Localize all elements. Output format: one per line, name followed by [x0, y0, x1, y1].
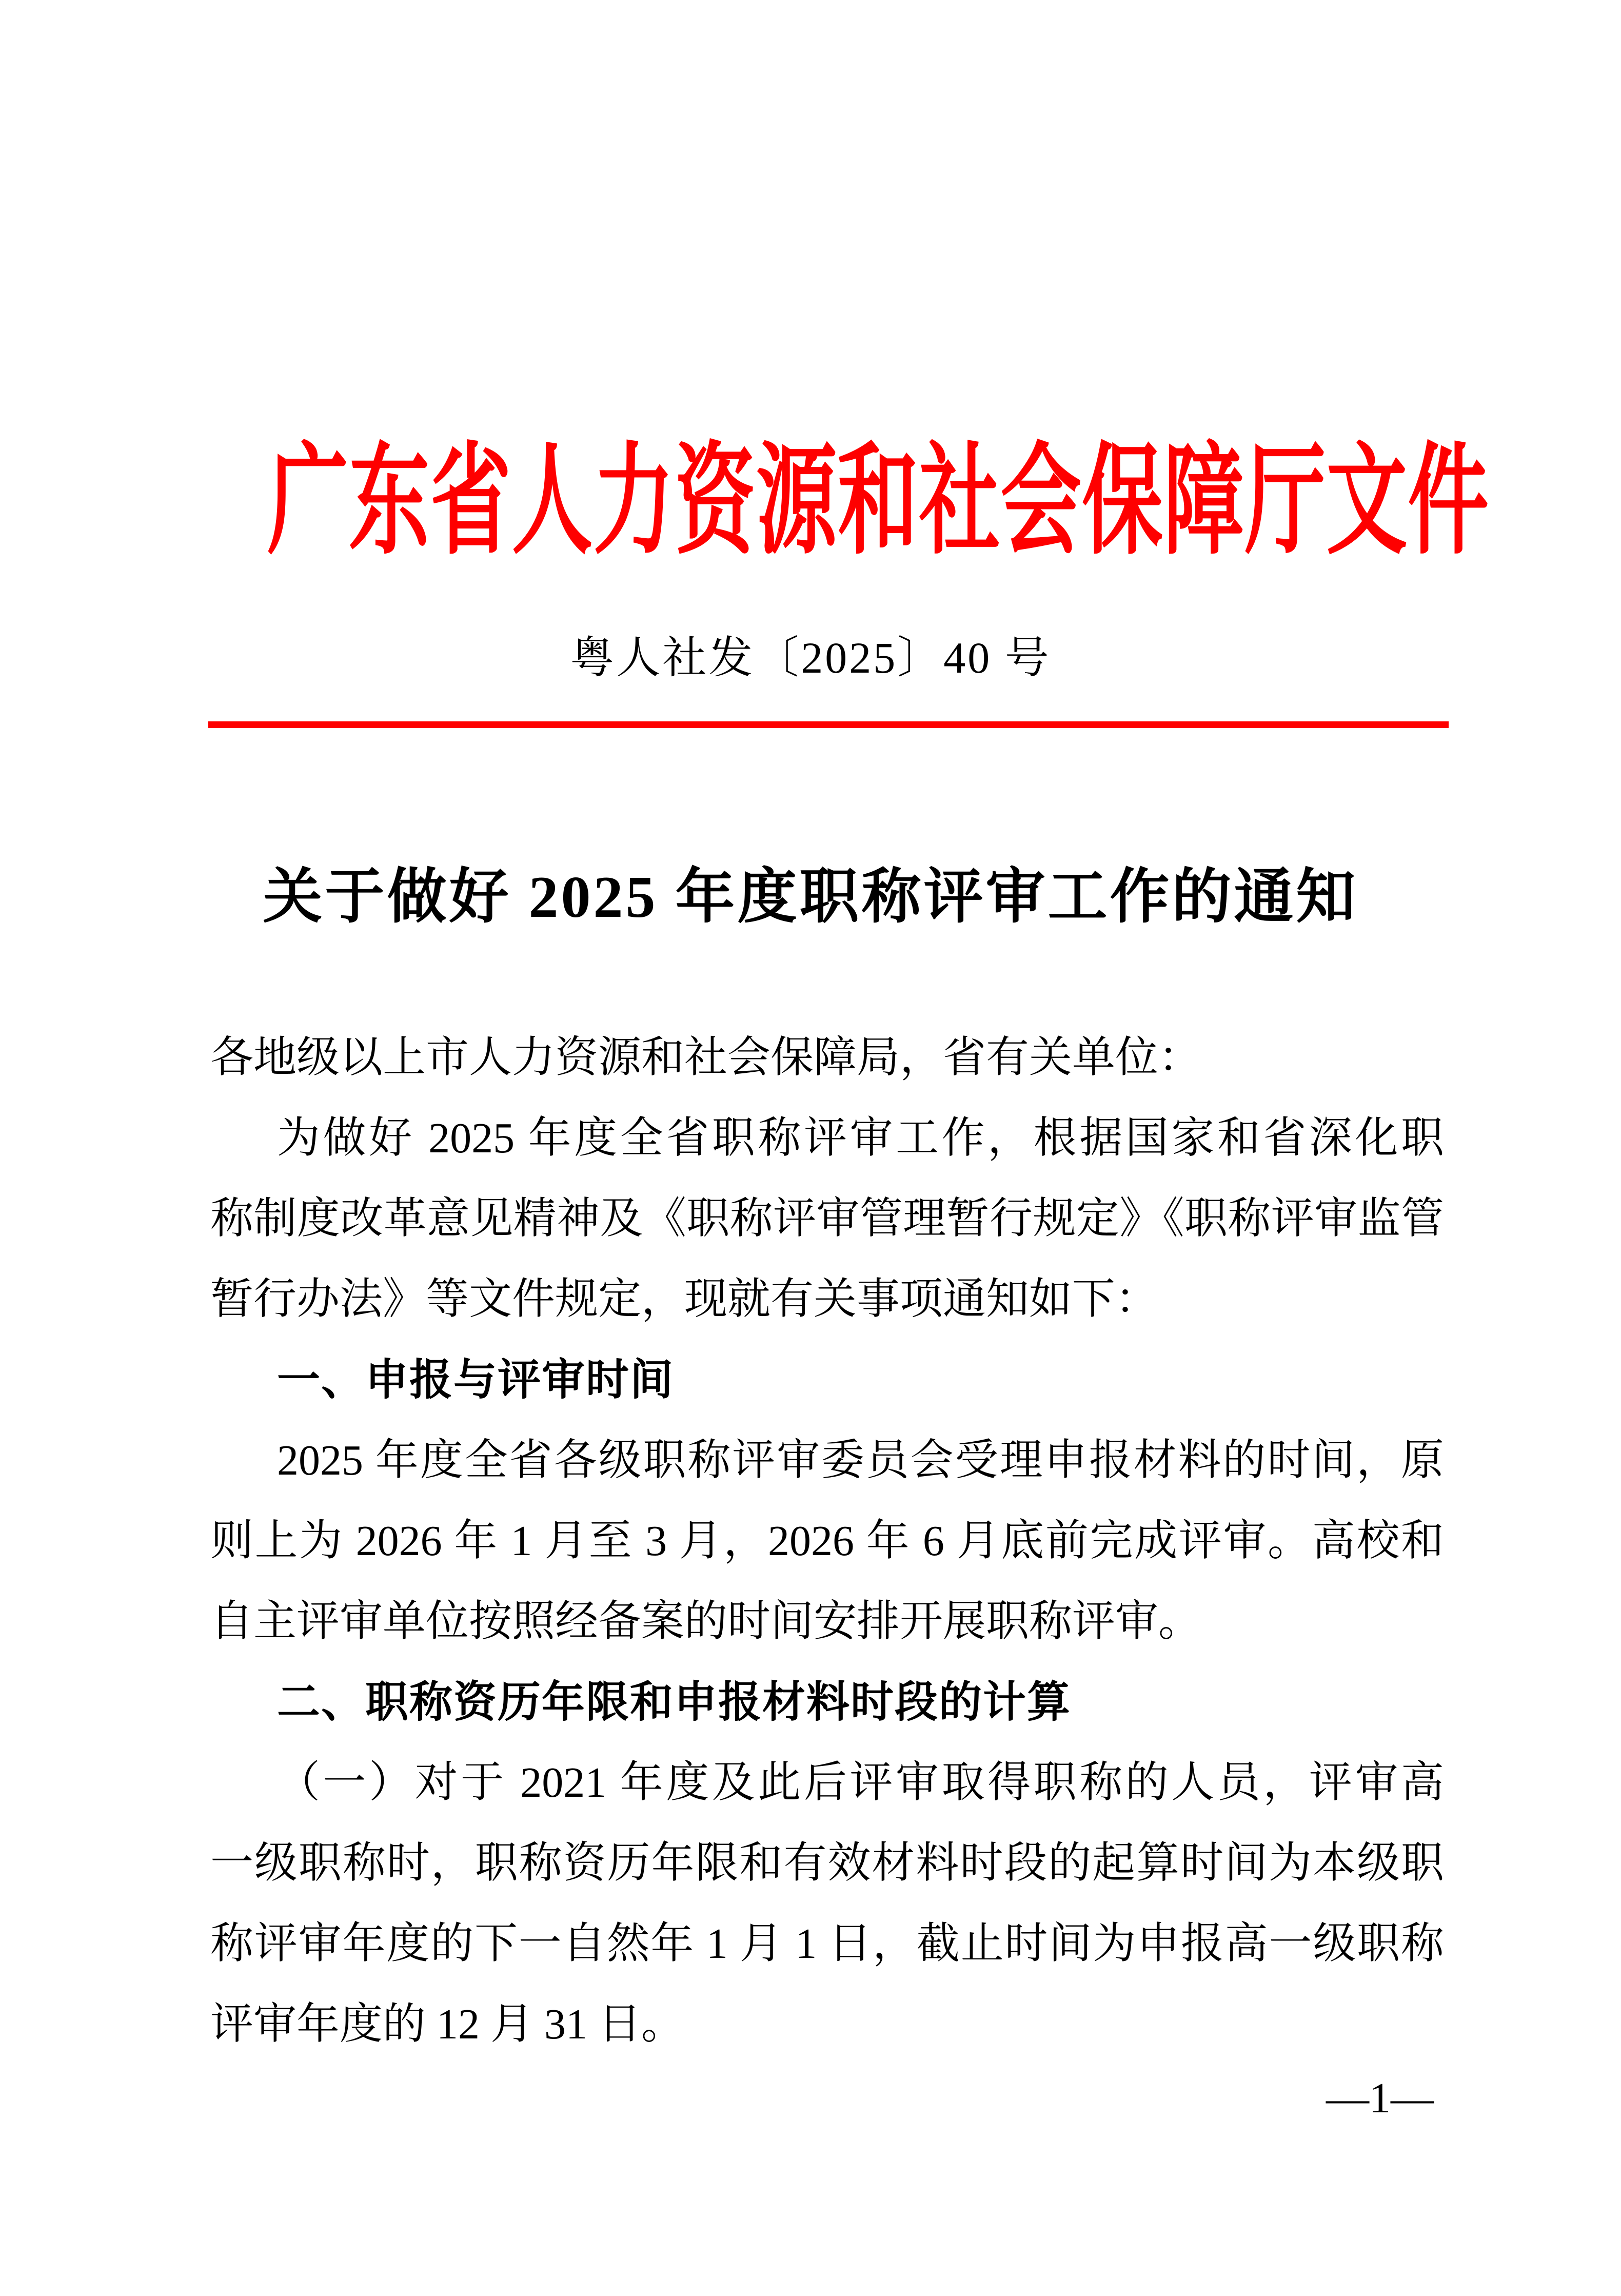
body-line: 评审年度的 12 月 31 日。: [210, 2000, 685, 2048]
body-line: 则上为 2026 年 1 月至 3 月，2026 年 6 月底前完成评审。高校和: [210, 1517, 1444, 1565]
page-number: —1—: [1326, 2074, 1434, 2122]
document-title: 关于做好 2025 年度职称评审工作的通知: [263, 865, 1358, 930]
body-line: （一）对于 2021 年度及此后评审取得职称的人员，评审高: [277, 1759, 1444, 1807]
body-line: 为做好 2025 年度全省职称评审工作，根据国家和省深化职: [277, 1114, 1444, 1162]
red-divider-line: [208, 721, 1449, 728]
letterhead-title: 广东省人力资源和社会保障厅文件: [267, 435, 1490, 568]
body-line: 2025 年度全省各级职称评审委员会受理申报材料的时间，原: [277, 1437, 1444, 1484]
body-line: 称制度改革意见精神及《职称评审管理暂行规定》《职称评审监管: [210, 1195, 1444, 1243]
body-line: 称评审年度的下一自然年 1 月 1 日，截止时间为申报高一级职称: [210, 1920, 1444, 1968]
body-line: 自主评审单位按照经备案的时间安排开展职称评审。: [210, 1598, 1202, 1645]
body-line-salutation: 各地级以上市人力资源和社会保障局，省有关单位：: [210, 1034, 1202, 1082]
section-heading-1: 一、申报与评审时间: [277, 1356, 675, 1404]
document-reference-number: 粤人社发〔2025〕40 号: [570, 633, 1051, 682]
body-line: 暂行办法》等文件规定，现就有关事项通知如下：: [210, 1275, 1159, 1323]
document-body: [210, 1017, 1444, 2065]
body-line: 一级职称时，职称资历年限和有效材料时段的起算时间为本级职: [210, 1839, 1444, 1887]
section-heading-2: 二、职称资历年限和申报材料时段的计算: [277, 1678, 1072, 1726]
